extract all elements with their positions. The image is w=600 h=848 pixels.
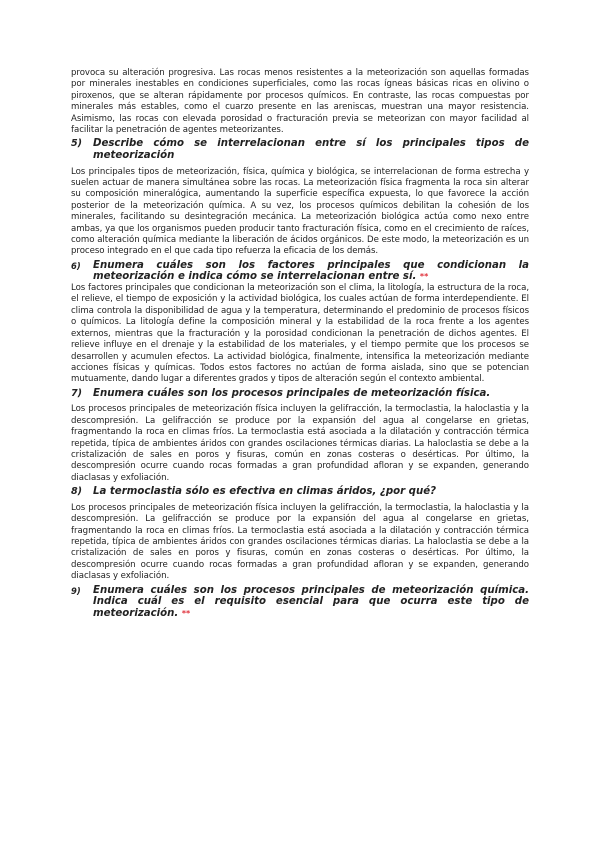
question-number: 5) — [71, 138, 83, 150]
answer-8: Los procesos principales de meteorización física incluyen la gelifracción, la termoclastia, la haloclastia y la descompresión. La gelifracción se produce por la expansión del agua al congelarse en grietas, fragmentando la roca en climas fríos. La termoclastia está asociada a la dilatación y contracción térmica repetida, típica de ambientes áridos con grandes oscilaciones térmicas diarias. La haloclastia se debe a la cristalización de sales en poros y fisuras, común en zonas costeras o desérticas. Por último, la descompresión ocurre cuando rocas formadas a gran profundidad afloran y se expanden, generando diaclasas y exfoliación. — [71, 502, 529, 582]
question-8 — [71, 486, 529, 498]
question-5 — [71, 138, 529, 161]
question-6 — [71, 260, 529, 283]
question-text: La termoclastia sólo es efectiva en climas áridos, ¿por qué? — [93, 486, 437, 498]
document-body — [71, 68, 529, 619]
question-7 — [71, 388, 529, 400]
question-number: 7) — [71, 387, 83, 399]
question-text: Describe cómo se interrelacionan entre sí los principales tipos de meteorización — [93, 138, 529, 162]
question-text: Enumera cuáles son los procesos principales de meteorización física. — [93, 387, 491, 399]
answer-5: Los principales tipos de meteorización, física, química y biológica, se interrelacionan de forma estrecha y suelen actuar de manera simultánea sobre las rocas. La meteorización física fragmenta la roca sin alterar su composición mineralógica, aumentando la superficie específica expuesta, lo que favorece la acción posterior de la meteorización química. A su vez, los procesos químicos debilitan la cohesión de los minerales, facilitando su desintegración mecánica. La meteorización biológica actúa como nexo entre ambas, ya que los organismos pueden producir tanto fracturación física, como en el crecimiento de raíces, como alteración química mediante la liberación de ácidos orgánicos. De este modo, la meteorización es un proceso integrado en el que cada tipo refuerza la eficacia de los demás. — [71, 166, 529, 257]
question-9 — [71, 585, 529, 620]
importance-marker: ** — [181, 608, 191, 618]
question-text: Enumera cuáles son los factores principales que condicionan la meteorización e indica cómo se interrelacionan entre sí. — [93, 259, 529, 283]
answer-6: Los factores principales que condicionan la meteorización son el clima, la litología, la estructura de la roca, el relieve, el tiempo de exposición y la actividad biológica, los cuales actúan de forma interdependiente. El clima controla la disponibilidad de agua y la temperatura, determinando el predominio de procesos físicos o químicos. La litología define la composición mineral y la estabilidad de la roca frente a los agentes externos, mientras que la fracturación y la porosidad condicionan la penetración de dichos agentes. El relieve influye en el drenaje y la estabilidad de los materiales, y el tiempo permite que los procesos se desarrollen y acumulen efectos. La actividad biológica, finalmente, intensifica la meteorización mediante acciones físicas y químicas. Todos estos factores no actúan de forma aislada, sino que se potencian mutuamente, dando lugar a diferentes grados y tipos de alteración según el contexto ambiental. — [71, 283, 529, 385]
question-number: 6) — [71, 260, 81, 271]
question-number: 8) — [71, 486, 83, 498]
question-text: Enumera cuáles son los procesos principales de meteorización química. Indica cuál es el requisito esencial para que ocurra este tipo de meteorización. — [93, 584, 529, 619]
question-number: 9) — [71, 585, 81, 596]
importance-marker: ** — [419, 272, 429, 282]
intro-paragraph: provoca su alteración progresiva. Las rocas menos resistentes a la meteorización son aquellas formadas por minerales inestables en condiciones superficiales, como las rocas ígneas básicas ricas en olivino o piroxenos, que se alteran rápidamente por procesos químicos. En contraste, las rocas compuestas por minerales más estables, como el cuarzo presente en las areniscas, muestran una mayor resistencia. Asimismo, las rocas con elevada porosidad o fracturación previa se meteorizan con mayor facilidad al facilitar la penetración de agentes meteorizantes. — [71, 68, 529, 136]
answer-7: Los procesos principales de meteorización física incluyen la gelifracción, la termoclastia, la haloclastia y la descompresión. La gelifracción se produce por la expansión del agua al congelarse en grietas, fragmentando la roca en climas fríos. La termoclastia está asociada a la dilatación y contracción térmica repetida, típica de ambientes áridos con grandes oscilaciones térmicas diarias. La haloclastia se debe a la cristalización de sales en poros y fisuras, común en zonas costeras o desérticas. Por último, la descompresión ocurre cuando rocas formadas a gran profundidad afloran y se expanden, generando diaclasas y exfoliación. — [71, 404, 529, 483]
